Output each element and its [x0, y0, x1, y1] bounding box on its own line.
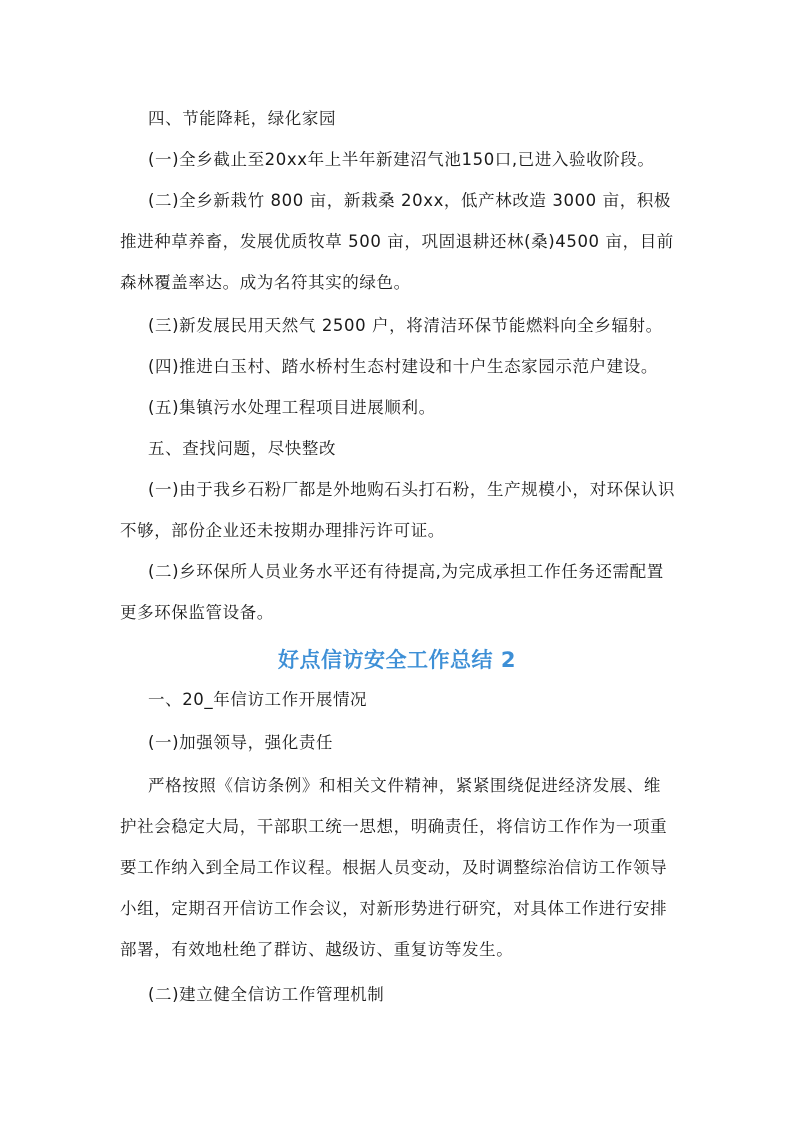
section-heading-petition: 一、20_年信访工作开展情况 [148, 690, 368, 709]
paragraph-regulations: 严格按照《信访条例》和相关文件精神，紧紧围绕促进经济发展、维护社会稳定大局，干部职工统一思想，明确责任，将信访工作作为一项重要工作纳入到全局工作议程。根据人员变动，及时调整综治信访工作领导小组，定期召开信访工作会议，对新形势进行研究，对具体工作进行安排部署，有效地杜绝了群访、越级访、重复访等发生。 [120, 776, 668, 959]
subheading-leadership: (一)加强领导，强化责任 [148, 733, 334, 752]
section-heading-rectify: 五、查找问题，尽快整改 [148, 439, 337, 458]
paragraph-biogas: (一)全乡截止至20xx年上半年新建沼气池150口,已进入验收阶段。 [148, 150, 655, 169]
paragraph-env-staff: (二)乡环保所人员业务水平还有待提高,为完成承担工作任务还需配置更多环保监管设备。 [120, 562, 664, 622]
subheading-mechanism: (二)建立健全信访工作管理机制 [148, 985, 385, 1004]
paragraph-stone-powder: (一)由于我乡石粉厂都是外地购石头打石粉，生产规模小，对环保认识不够，部份企业还未按期办理排污许可证。 [120, 480, 676, 540]
paragraph-natural-gas: (三)新发展民用天然气 2500 户，将清洁环保节能燃料向全乡辐射。 [148, 316, 663, 335]
document-title: 好点信访安全工作总结 2 [278, 648, 516, 672]
paragraph-forestry: (二)全乡新栽竹 800 亩，新栽桑 20xx，低产林改造 3000 亩，积极推进种草养畜，发展优质牧草 500 亩，巩固退耕还林(桑)4500 亩，目前森林覆盖率达。成为名符其实的绿色。 [120, 191, 674, 292]
section-heading-energy: 四、节能降耗，绿化家园 [148, 109, 337, 128]
paragraph-eco-village: (四)推进白玉村、踏水桥村生态村建设和十户生态家园示范户建设。 [148, 357, 658, 376]
paragraph-sewage: (五)集镇污水处理工程项目进展顺利。 [148, 398, 436, 417]
